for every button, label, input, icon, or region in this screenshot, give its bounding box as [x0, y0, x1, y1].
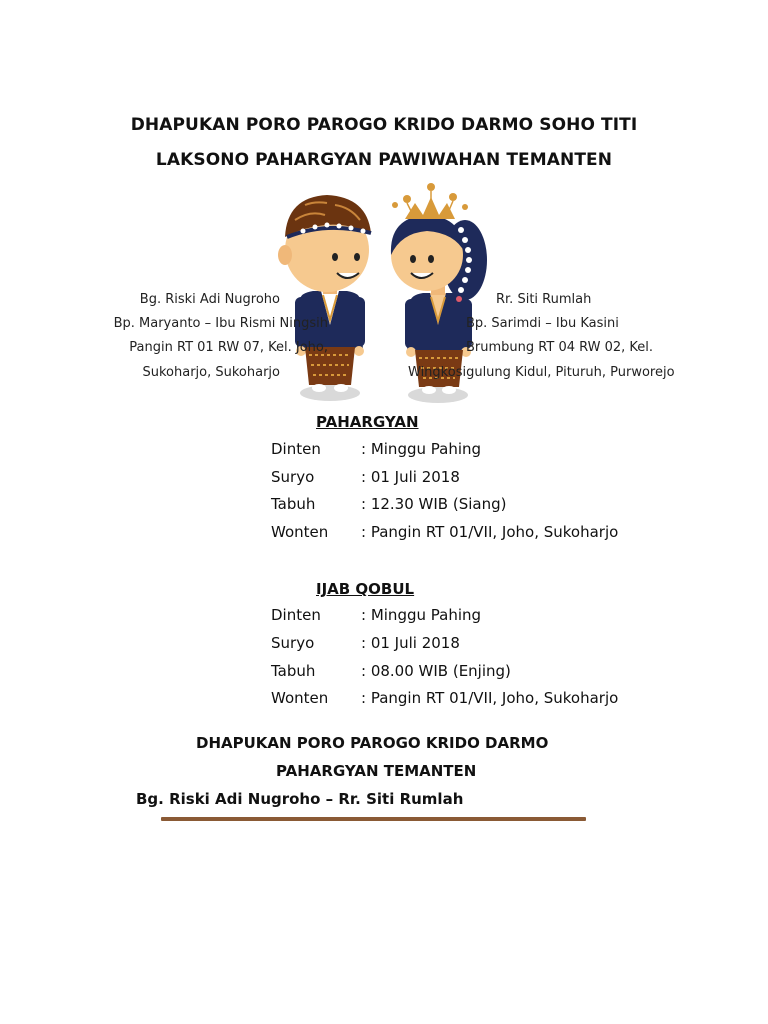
ijab-qobul-row-time: Tabuh : 08.00 WIB (Enjing): [271, 662, 511, 680]
bride-address-line-1: Brumbung RT 04 RW 02, Kel.: [466, 340, 654, 355]
pahargyan-row-place: Wonten : Pangin RT 01/VII, Joho, Sukoharjo: [271, 523, 619, 541]
footer-divider: [161, 817, 586, 821]
ijab-qobul-row-place: Wonten : Pangin RT 01/VII, Joho, Sukoharjo: [271, 689, 619, 707]
document-title-line-2: LAKSONO PAHARGYAN PAWIWAHAN TEMANTEN: [155, 150, 613, 170]
groom-figure: [278, 195, 371, 392]
footer-couple-names: Bg. Riski Adi Nugroho – Rr. Siti Rumlah: [136, 790, 464, 808]
bride-name: Rr. Siti Rumlah: [496, 292, 592, 307]
pahargyan-row-date: Suryo : 01 Juli 2018: [271, 468, 460, 486]
bride-figure: [391, 183, 487, 394]
footer-line-1: DHAPUKAN PORO PAROGO KRIDO DARMO: [196, 734, 549, 752]
bride-parents: Bp. Sarimdi – Ibu Kasini: [466, 316, 619, 331]
ijab-qobul-row-date: Suryo : 01 Juli 2018: [271, 634, 460, 652]
footer-line-2: PAHARGYAN TEMANTEN: [276, 762, 477, 780]
ijab-qobul-row-day: Dinten : Minggu Pahing: [271, 606, 482, 624]
groom-address-line-1: Pangin RT 01 RW 07, Kel. Joho,: [129, 340, 328, 355]
pahargyan-row-time: Tabuh : 12.30 WIB (Siang): [271, 495, 507, 513]
document-title-line-1: DHAPUKAN PORO PAROGO KRIDO DARMO SOHO TITI: [130, 115, 638, 135]
ijab-qobul-heading: IJAB QOBUL: [316, 580, 415, 598]
bride-address-line-2: Wingkosigulung Kidul, Pituruh, Purworejo: [408, 365, 675, 380]
pahargyan-row-day: Dinten : Minggu Pahing: [271, 440, 482, 458]
groom-name: Bg. Riski Adi Nugroho: [139, 292, 280, 307]
pahargyan-heading: PAHARGYAN: [316, 413, 419, 431]
groom-parents: Bp. Maryanto – Ibu Rismi Ningsih: [113, 316, 328, 331]
groom-address-line-2: Sukoharjo, Sukoharjo: [142, 365, 280, 380]
